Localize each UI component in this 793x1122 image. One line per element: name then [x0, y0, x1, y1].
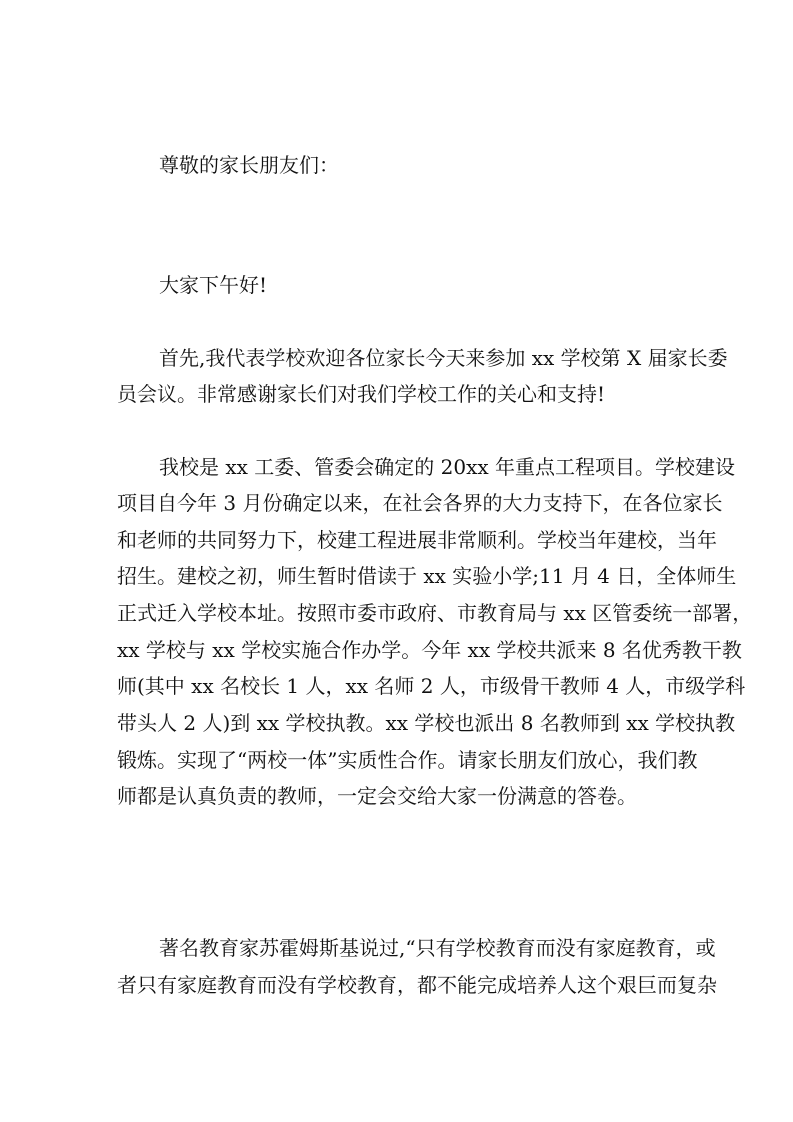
- paragraph-line: 项目自今年 3 月份确定以来，在社会各界的大力支持下，在各位家长: [117, 491, 723, 515]
- paragraph-line: 我校是 xx 工委、管委会确定的 20xx 年重点工程项目。学校建设: [159, 455, 735, 479]
- greeting: 大家下午好!: [159, 273, 268, 297]
- paragraph-line: 著名教育家苏霍姆斯基说过,“只有学校教育而没有家庭教育，或: [159, 936, 716, 960]
- paragraph-line: 师都是认真负责的教师，一定会交给大家一份满意的答卷。: [117, 784, 637, 808]
- paragraph-line: 招生。建校之初，师生暂时借读于 xx 实验小学;11 月 4 日，全体师生: [117, 564, 737, 588]
- paragraph-line: xx 学校与 xx 学校实施合作办学。今年 xx 学校共派来 8 名优秀教干教: [117, 638, 742, 662]
- paragraph-line: 锻炼。实现了“两校一体”实质性合作。请家长朋友们放心，我们教: [117, 748, 698, 772]
- paragraph-line: 带头人 2 人)到 xx 学校执教。xx 学校也派出 8 名教师到 xx 学校执教: [117, 711, 736, 735]
- paragraph-line: 师(其中 xx 名校长 1 人，xx 名师 2 人，市级骨干教师 4 人，市级学科: [117, 674, 746, 698]
- paragraph-line: 者只有家庭教育而没有学校教育，都不能完成培养人这个艰巨而复杂: [117, 973, 717, 997]
- paragraph-line: 首先,我代表学校欢迎各位家长今天来参加 xx 学校第 X 届家长委: [159, 346, 728, 370]
- paragraph-line: 员会议。非常感谢家长们对我们学校工作的关心和支持!: [117, 382, 606, 406]
- paragraph-line: 正式迁入学校本址。按照市委市政府、市教育局与 xx 区管委统一部署，: [117, 601, 753, 625]
- paragraph-line: 和老师的共同努力下，校建工程进展非常顺利。学校当年建校，当年: [117, 528, 717, 552]
- salutation: 尊敬的家长朋友们：: [159, 153, 339, 177]
